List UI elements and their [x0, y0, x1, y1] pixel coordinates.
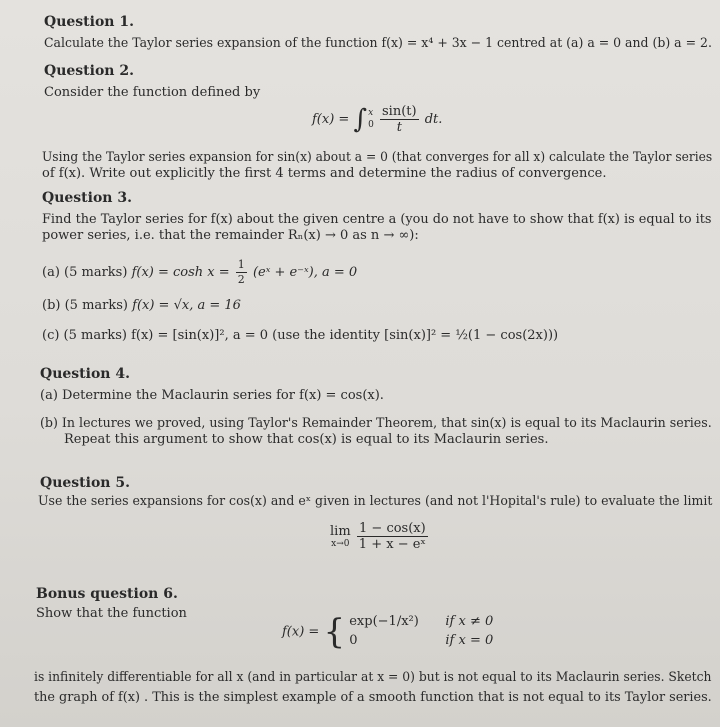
integral-lower-limit: 0 — [368, 119, 374, 130]
q3-part-a-fraction — [236, 258, 247, 287]
q3-part-c-label: (c) (5 marks) — [42, 328, 127, 343]
q6-body-line1: is infinitely differentiable for all x (and in particular at x = 0) but is not equal to its Maclaurin series. Sketch — [34, 670, 712, 685]
q5-frac-num: 1 − cos(x) — [357, 521, 428, 537]
q2-body-line2: of f(x). Write out explicitly the first 4 terms and determine the radius of convergence. — [42, 166, 607, 181]
q3-part-a — [42, 258, 357, 287]
q3-intro-line2: power series, i.e. that the remainder Rₙ(x) → 0 as n → ∞): — [42, 228, 419, 243]
integral-sign: ∫ — [353, 104, 367, 135]
q2-heading: Question 2. — [44, 63, 134, 79]
q5-body: Use the series expansions for cos(x) and eˣ given in lectures (and not l'Hopital's rule) to evaluate the limit — [38, 494, 713, 509]
q3-intro-line1: Find the Taylor series for f(x) about the given centre a (you do not have to show that f(x) is equal to its — [42, 212, 712, 227]
q5-fraction — [357, 521, 428, 552]
q3-part-c — [42, 328, 558, 344]
q4-part-a: (a) Determine the Maclaurin series for f(x) = cos(x). — [40, 388, 384, 403]
integrand-numerator: sin(t) — [382, 104, 417, 119]
limit-operator — [330, 524, 351, 549]
q3-part-c-text: f(x) = [sin(x)]², a = 0 (use the identity [sin(x)]² = ½(1 − cos(2x))) — [131, 328, 559, 343]
limit-word: lim — [330, 524, 351, 539]
q6-formula-lhs: f(x) = — [282, 624, 320, 640]
case-1-expr: exp(−1/x²) — [349, 614, 419, 630]
q5-limit-formula — [330, 521, 430, 552]
q6-heading: Bonus question 6. — [36, 586, 178, 602]
q6-piecewise-formula — [282, 612, 493, 652]
q6-body-line2: the graph of f(x) . This is the simplest example of a smooth function that is not equal to its Taylor series. — [34, 690, 712, 705]
q2-intro: Consider the function defined by — [44, 85, 261, 100]
limit-subscript: x→0 — [331, 539, 350, 549]
case-1 — [349, 613, 493, 632]
q5-heading: Question 5. — [40, 475, 130, 491]
integrand-denominator: t — [396, 120, 402, 135]
q5-frac-den: 1 + x − eˣ — [358, 537, 426, 552]
q3-part-b — [42, 298, 241, 314]
q2-formula-lhs: f(x) = — [312, 112, 350, 127]
q3-part-a-frac-den: 2 — [237, 272, 245, 286]
piecewise-brace: { — [323, 612, 346, 652]
q1-heading: Question 1. — [44, 14, 134, 30]
case-2-cond: if x = 0 — [445, 633, 494, 648]
q2-body-line1: Using the Taylor series expansion for sin(x) about a = 0 (that converges for all x) calculate the Taylor series — [42, 150, 713, 165]
q2-integrand — [380, 104, 419, 135]
case-2 — [349, 632, 493, 651]
case-1-cond: if x ≠ 0 — [445, 614, 494, 630]
q4-part-b-line2: Repeat this argument to show that cos(x) is equal to its Maclaurin series. — [64, 432, 549, 447]
q3-part-a-frac-num: 1 — [237, 258, 245, 271]
q2-differential: dt. — [424, 112, 443, 127]
q3-part-a-pre: f(x) = cosh x = — [131, 264, 230, 280]
q3-part-a-label: (a) (5 marks) — [42, 264, 128, 280]
piecewise-cases — [349, 613, 493, 651]
q3-part-b-label: (b) (5 marks) — [42, 298, 128, 313]
integral-limits — [368, 108, 374, 131]
q4-heading: Question 4. — [40, 366, 130, 382]
q2-integral-formula — [312, 104, 442, 135]
q3-part-b-text: f(x) = √x, a = 16 — [132, 298, 241, 313]
q3-heading: Question 3. — [42, 190, 132, 206]
integral-upper-limit: x — [368, 107, 374, 118]
q1-body: Calculate the Taylor series expansion of the function f(x) = x⁴ + 3x − 1 centred at (a) a = 0 and (b) a = 2. — [44, 36, 712, 51]
case-2-expr: 0 — [349, 633, 358, 648]
q4-part-b-line1: (b) In lectures we proved, using Taylor's Remainder Theorem, that sin(x) is equal to its Maclaurin series. — [40, 416, 712, 431]
q3-part-a-post: (eˣ + e⁻ˣ), a = 0 — [252, 264, 358, 280]
q6-intro: Show that the function — [36, 606, 187, 621]
